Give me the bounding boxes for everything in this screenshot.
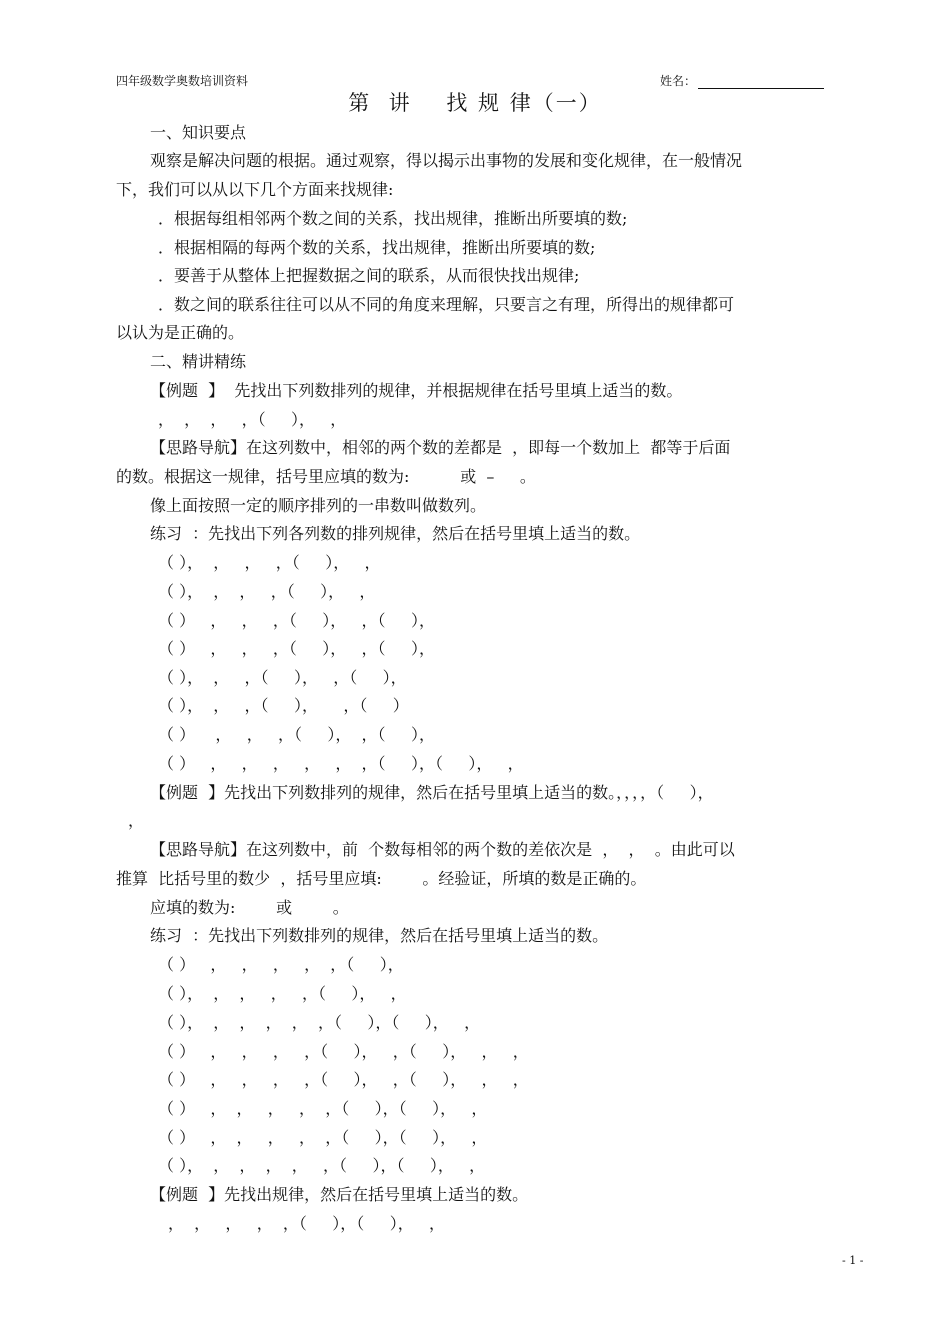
text-line: 【思路导航】在这列数中，相邻的两个数的差都是 ，即每一个数加上 都等于后面 [150,438,731,457]
text-line: 以认为是正确的。 [116,323,245,342]
text-line: 二、精讲精练 [150,352,247,371]
text-line: 推算 比括号里的数少 ，括号里应填: 。经验证，所填的数是正确的。 [116,869,647,888]
name-label: 姓名： [660,74,697,88]
text-line: 观察是解决问题的根据。通过观察，得以揭示出事物的发展和变化规律，在一般情况 [150,151,743,170]
text-line: 下，我们可以从以下几个方面来找规律: [116,180,394,199]
text-line: ， [128,811,145,830]
header-left: 四年级数学奥数培训资料 [116,74,249,88]
text-line: （ ）， ， ， ， ，（ ）， ， [158,984,407,1003]
text-line: 应填的数为: 或 。 [150,898,349,917]
text-line: 像上面按照一定的顺序排列的一串数叫做数列。 [150,496,487,515]
text-line: ．根据相隔的每两个数的关系，找出规律，推断出所要填的数; [158,238,596,257]
text-line: （ ）， ， ， ，（ ）， ， [158,553,381,572]
text-line: 练习 ：先找出下列数排列的规律，然后在括号里填上适当的数。 [150,926,609,945]
text-line: （ ）， ， ， ， ， ，（ ），（ ）， ， [158,1013,481,1032]
text-line: （ ） ， ， ， ，（ ）， ，（ ）， ， ， [158,1070,529,1089]
text-line: （ ）， ， ，（ ）， ，（ ）， [158,668,407,687]
text-line: （ ） ， ， ， ， ， ，（ ），（ ）， ， [158,754,524,773]
text-line: （ ） ， ， ， ， ，（ ）， [158,955,404,974]
text-line: ， ， ， ， ，（ ），（ ）， ， [168,1214,445,1233]
text-line: （ ） ， ， ，（ ）， ，（ ）， [158,639,435,658]
text-line: 【例题 】先找出下列数排列的规律，然后在括号里填上适当的数。，，，，（ ）， [150,783,714,802]
text-line: ， ， ， ，（ ）， ， [158,410,347,429]
text-line: 【例题 】先找出规律，然后在括号里填上适当的数。 [150,1185,529,1204]
text-line: （ ） ， ， ， ， ，（ ），（ ）， ， [158,1099,488,1118]
text-line: （ ） ， ， ， ， ，（ ），（ ）， ， [158,1128,488,1147]
text-line: 【思路导航】在这列数中，前 个数每相邻的两个数的差依次是 ， ， 。由此可以 [150,840,735,859]
text-line: ．要善于从整体上把握数据之间的联系，从而很快找出规律; [158,266,580,285]
text-line: 练习 ：先找出下列各列数的排列规律，然后在括号里填上适当的数。 [150,524,641,543]
text-line: ．数之间的联系往往可以从不同的角度来理解，只要言之有理，所得出的规律都可 [158,295,735,314]
text-line: （ ）， ， ，（ ）， ，（ ） [158,696,409,715]
text-line: （ ） ， ， ， ，（ ）， ，（ ）， ， ， [158,1042,529,1061]
text-line: 的数。根据这一规律，括号里应填的数为: 或 – 。 [116,467,536,486]
text-line: ．根据每组相邻两个数之间的关系，找出规律，推断出所要填的数; [158,209,628,228]
page-title: 第 讲 找 规 律（一） [348,91,602,115]
text-line: （ ） ， ， ，（ ）， ，（ ）， [158,611,435,630]
text-line: （ ）， ， ， ， ， ，（ ），（ ）， ， [158,1156,486,1175]
text-line: 【例题 】 先找出下列数排列的规律，并根据规律在括号里填上适当的数。 [150,381,683,400]
text-line: （ ） ， ， ，（ ）， ，（ ）， [158,725,435,744]
page-number: - 1 - [842,1254,864,1267]
text-line: （ ）， ， ， ，（ ）， ， [158,582,376,601]
text-line: 一、知识要点 [150,123,247,142]
